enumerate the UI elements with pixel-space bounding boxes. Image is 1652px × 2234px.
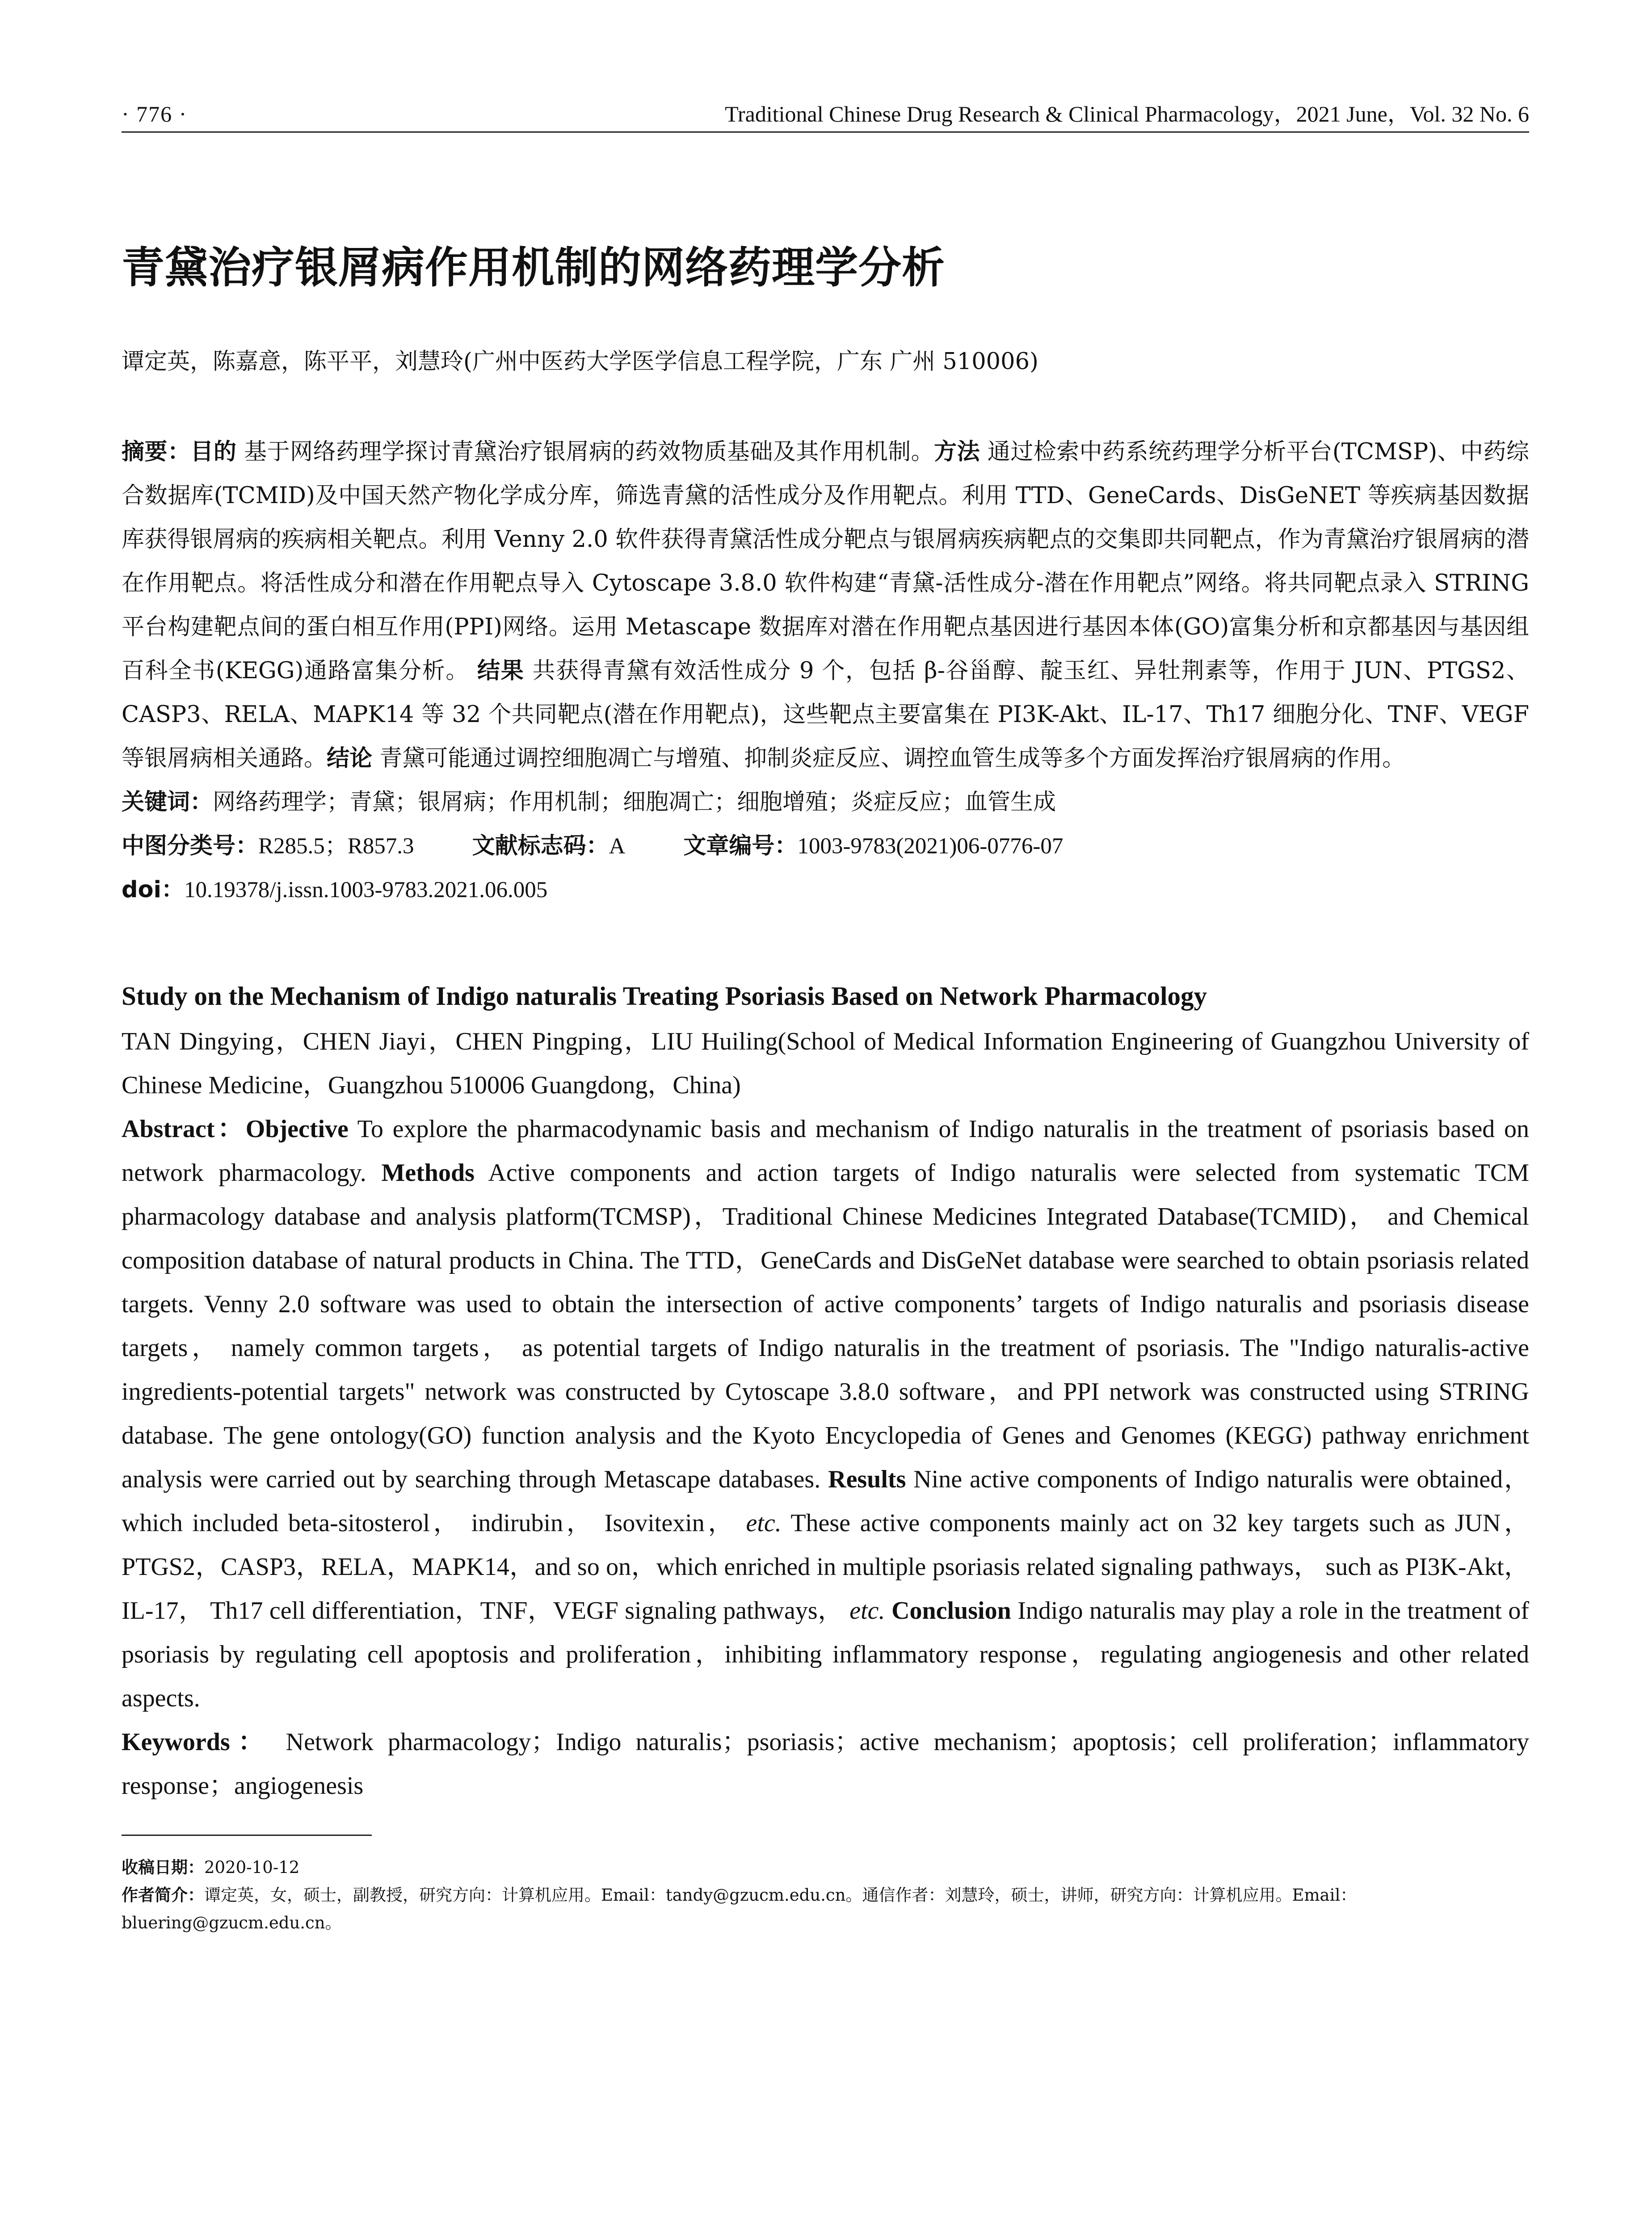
title-english: Study on the Mechanism of Indigo naturalis Treating Psoriasis Based on Network Pharmacology (122, 981, 1207, 1011)
abstract-label: 摘要： (122, 439, 191, 466)
clc-label: 中图分类号： (122, 833, 259, 860)
results-text: 共获得青黛有效活性成分 9 个，包括 β-谷甾醇、靛玉红、异牡荆素等，作用于 JUN、PTGS2、CASP3、RELA、MAPK14 等 32 个共同靶点(潜在作用靶点)，这些靶点主要富集在 PI3K-Akt、IL-17、Th17 细胞分化、TNF、VEGF 等银屑病相关通路。 (122, 658, 1529, 772)
conclusion-en-text: Indigo naturalis may play a role in the treatment of psoriasis by regulating cell apoptosis and proliferation，inhibiting inflammatory response，regulating angiogenesis and other related aspects. (122, 1597, 1530, 1713)
received-date: 2020-10-12 (204, 1858, 300, 1877)
conclusion-label: 结论 (327, 745, 373, 772)
footnote-rule (122, 1835, 372, 1836)
doi-line (122, 868, 1529, 912)
keywords-en-label: Keywords： (122, 1728, 272, 1756)
results-en-text-2: These active components mainly act on 32 key targets such as JUN，PTGS2，CASP3，RELA，MAPK14，and so on，which enriched in multiple psoriasis related signaling pathways， such as PI3K-Akt， IL-17， Th17 cell differentiation，TNF，VEGF signaling pathways， (122, 1509, 1530, 1625)
results-en-label: Results (828, 1466, 906, 1494)
received-label: 收稿日期： (122, 1858, 204, 1877)
article-no-label: 文章编号： (683, 833, 798, 860)
paper-page (122, 103, 1529, 1937)
abstract-en-label: Abstract： (122, 1115, 246, 1143)
keywords-text: 网络药理学；青黛；银屑病；作用机制；细胞凋亡；细胞增殖；炎症反应；血管生成 (213, 789, 1056, 816)
objective-en-label: Objective (245, 1115, 349, 1143)
author-info-line (122, 1881, 1529, 1937)
footnotes (122, 1854, 1529, 1937)
conclusion-en-label: Conclusion (891, 1597, 1011, 1625)
methods-label: 方法 (934, 439, 980, 466)
doi-value: 10.19378/j.issn.1003-9783.2021.06.005 (184, 878, 548, 903)
doi-label: doi： (122, 877, 185, 903)
objective-en-text: To explore the pharmacodynamic basis and mechanism of Indigo naturalis in the treatment of psoriasis based on network pharmacology. (122, 1115, 1529, 1187)
results-label: 结果 (477, 658, 525, 684)
received-line (122, 1854, 1529, 1881)
keywords-chinese (122, 781, 1529, 824)
doc-code-label: 文献标志码： (472, 833, 609, 860)
authors-chinese: 谭定英，陈嘉意，陈平平，刘慧玲(广州中医药大学医学信息工程学院，广东 广州 510006) (122, 349, 1038, 375)
author-info-label: 作者简介： (122, 1885, 204, 1905)
methods-en-label: Methods (381, 1159, 475, 1187)
page-number: · 776 · (122, 101, 188, 126)
keywords-en-text: Network pharmacology；Indigo naturalis；psoriasis；active mechanism；apoptosis；cell proliferation；inflammatory response；angiogenesis (122, 1728, 1530, 1800)
journal-info: Traditional Chinese Drug Research & Clinical Pharmacology，2021 June，Vol. 32 No. 6 (725, 101, 1529, 126)
etc-2: etc. (849, 1597, 885, 1625)
article-no-value: 1003-9783(2021)06-0776-07 (797, 834, 1064, 859)
clc-value: R285.5；R857.3 (258, 834, 414, 859)
authors-english: TAN Dingying，CHEN Jiayi，CHEN Pingping，LIU Huiling(School of Medical Information Engineering of Guangzhou University of Chinese Medicine，Guangzhou 510006 Guangdong，China) (122, 1028, 1529, 1100)
methods-text: 通过检索中药系统药理学分析平台(TCMSP)、中药综合数据库(TCMID)及中国天然产物化学成分库，筛选青黛的活性成分及作用靶点。利用 TTD、GeneCards、DisGeNET 等疾病基因数据库获得银屑病的疾病相关靶点。利用 Venny 2.0 软件获得青黛活性成分靶点与银屑病疾病靶点的交集即共同靶点，作为青黛治疗银屑病的潜在作用靶点。将活性成分和潜在作用靶点导入 Cytoscape 3.8.0 软件构建“青黛-活性成分-潜在作用靶点”网络。将共同靶点录入 STRING 平台构建靶点间的蛋白相互作用(PPI)网络。运用 Metascape 数据库对潜在作用靶点基因进行基因本体(GO)富集分析和京都基因与基因组百科全书(KEGG)通路富集分析。 (122, 439, 1529, 684)
author-info-text: 谭定英，女，硕士，副教授，研究方向：计算机应用。Email：tandy@gzucm.edu.cn。通信作者：刘慧玲，硕士，讲师，研究方向：计算机应用。Email：bluering@gzucm.edu.cn。 (122, 1885, 1357, 1933)
title-chinese: 青黛治疗银屑病作用机制的网络药理学分析 (122, 243, 945, 293)
classification-line (122, 824, 1529, 868)
objective-label: 目的 (190, 439, 237, 466)
conclusion-text: 青黛可能通过调控细胞凋亡与增殖、抑制炎症反应、调控血管生成等多个方面发挥治疗银屑病的作用。 (379, 745, 1405, 772)
abstract-chinese (122, 430, 1529, 912)
keywords-label: 关键词： (122, 789, 213, 816)
keywords-english (122, 1720, 1529, 1808)
etc-1: etc. (746, 1509, 782, 1537)
abstract-english (122, 1107, 1529, 1720)
results-en-text-1: Nine active components of Indigo naturalis were obtained， which included beta-sitosterol， indirubin， Isovitexin， (122, 1466, 1529, 1537)
running-header (122, 103, 1529, 133)
methods-en-text: Active components and action targets of Indigo naturalis were selected from systematic TCM pharmacology database and analysis platform(TCMSP)，Traditional Chinese Medicines Integrated Database(TCMID)， and Chemical composition database of natural products in China. The TTD，GeneCards and DisGeNet database were searched to obtain psoriasis related targets. Venny 2.0 software was used to obtain the intersection of active components’ targets of Indigo naturalis and psoriasis disease targets， namely common targets， as potential targets of Indigo naturalis in the treatment of psoriasis. The "Indigo naturalis-active ingredients-potential targets" network was constructed by Cytoscape 3.8.0 software，and PPI network was constructed using STRING database. The gene ontology(GO) function analysis and the Kyoto Encyclopedia of Genes and Genomes (KEGG) pathway enrichment analysis were carried out by searching through Metascape databases. (122, 1159, 1530, 1494)
doc-code-value: A (609, 834, 626, 859)
objective-text: 基于网络药理学探讨青黛治疗银屑病的药效物质基础及其作用机制。 (244, 439, 934, 466)
